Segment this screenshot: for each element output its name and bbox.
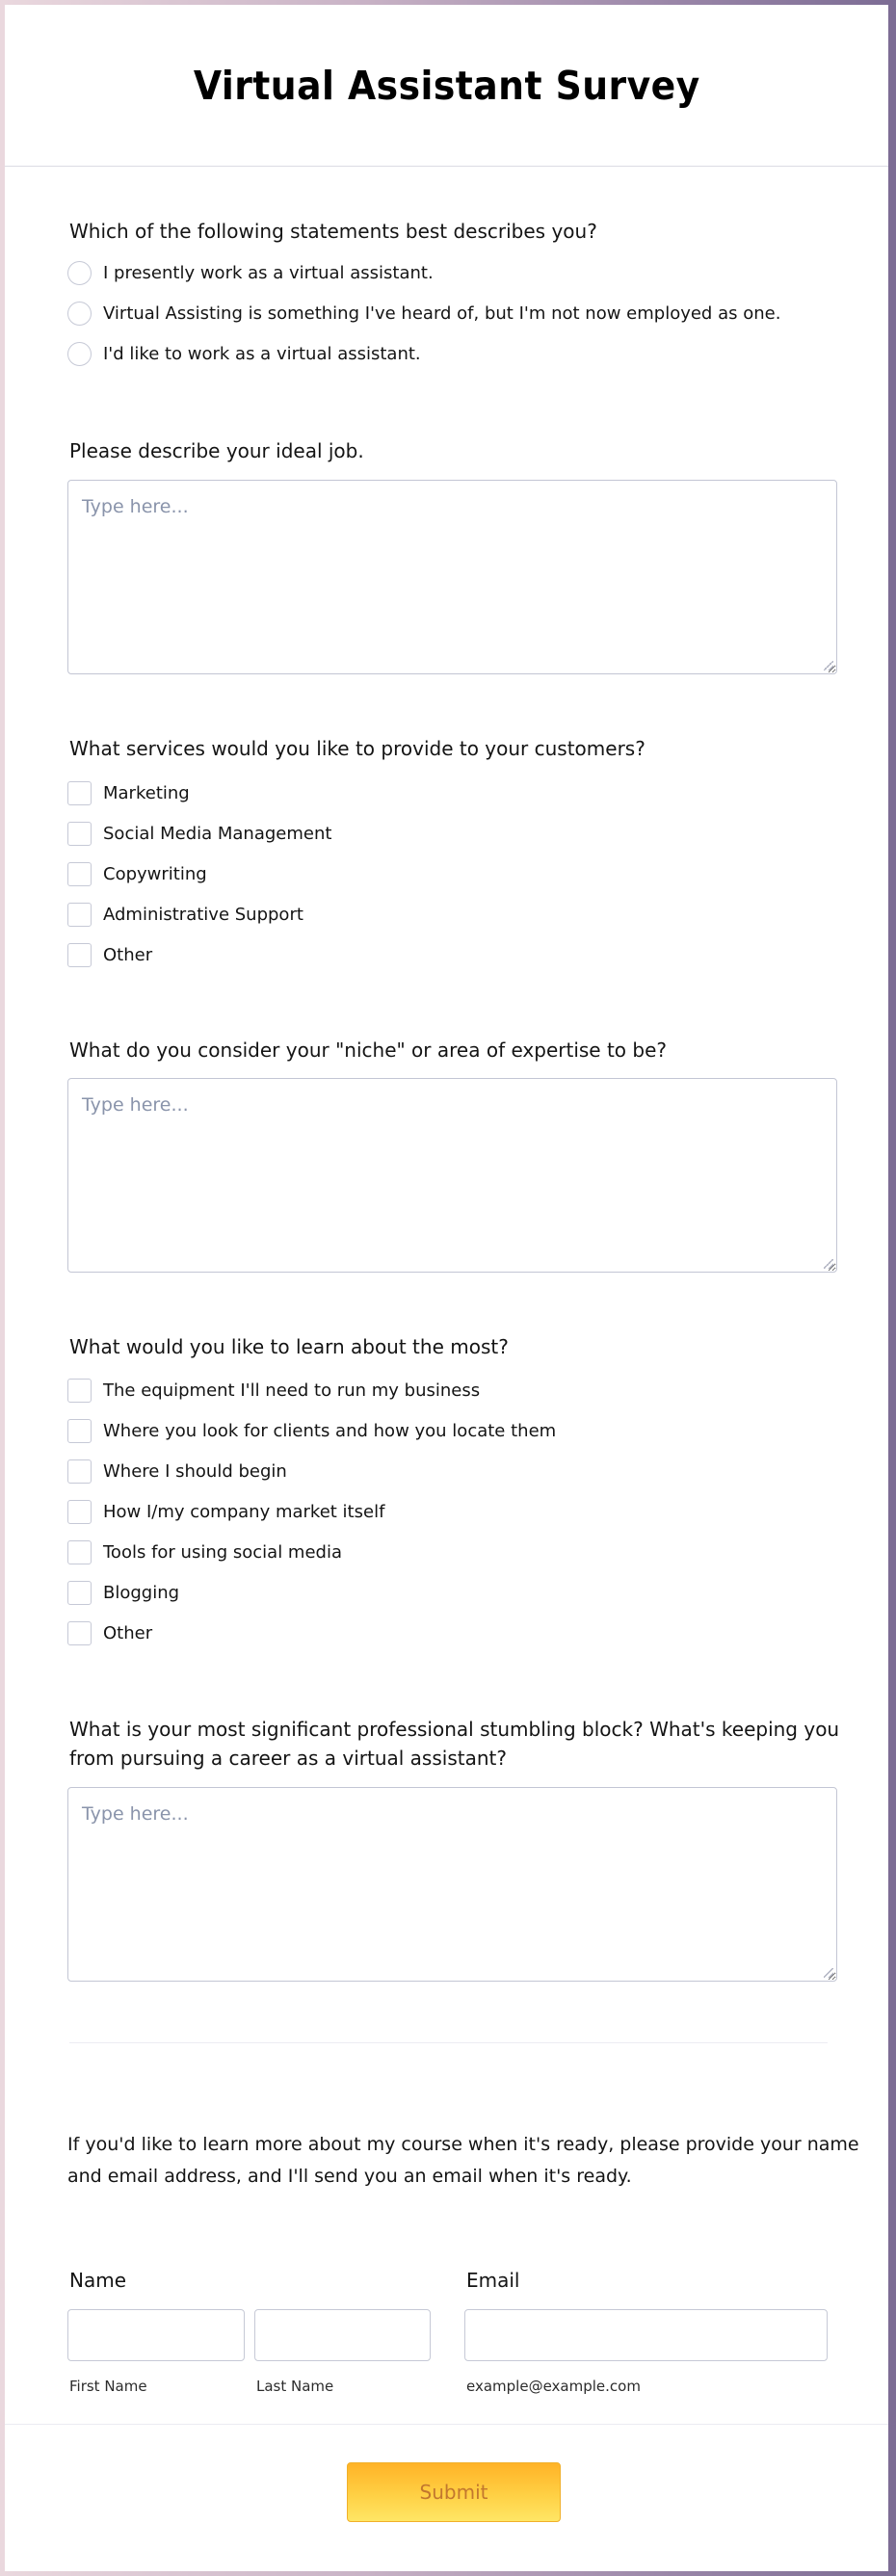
form-title: Virtual Assistant Survey [193,62,700,109]
checkbox-option-label: Other [103,1622,153,1643]
checkbox-option-label: Tools for using social media [103,1541,342,1563]
checkbox-option-label: Marketing [103,782,190,803]
stumbling-block-textarea[interactable] [67,1787,837,1982]
name-label: Name [69,2269,127,2292]
question-6-label-line2: from pursuing a career as a virtual assistant? [69,1747,507,1770]
radio-option-label: I'd like to work as a virtual assistant. [103,343,421,364]
radio-button[interactable] [67,342,92,366]
checkbox-option-label: Where I should begin [103,1460,287,1482]
checkbox-option[interactable] [67,861,207,886]
checkbox[interactable] [67,1419,92,1443]
first-name-sublabel: First Name [69,2378,147,2395]
last-name-input[interactable] [254,2309,431,2361]
checkbox[interactable] [67,1379,92,1403]
checkbox[interactable] [67,1500,92,1524]
question-2-label: Please describe your ideal job. [69,439,364,462]
checkbox-option[interactable] [67,1378,480,1403]
checkbox-option-label: Administrative Support [103,904,303,925]
checkbox-option-label: Where you look for clients and how you locate them [103,1420,557,1441]
email-sublabel: example@example.com [466,2378,641,2395]
radio-option[interactable] [67,260,434,285]
checkbox-option-label: Other [103,944,153,965]
radio-button[interactable] [67,261,92,285]
checkbox-option[interactable] [67,1499,384,1524]
question-3-label: What services would you like to provide to your customers? [69,737,646,760]
checkbox-option[interactable] [67,1580,179,1605]
radio-button[interactable] [67,302,92,326]
checkbox-option[interactable] [67,942,152,967]
ideal-job-textarea[interactable] [67,480,837,674]
radio-option[interactable] [67,301,780,326]
submit-button[interactable]: Submit [347,2462,561,2522]
checkbox-option[interactable] [67,821,331,846]
checkbox-option[interactable] [67,780,190,805]
question-5-label: What would you like to learn about the most? [69,1335,509,1358]
checkbox-option[interactable] [67,1620,152,1645]
checkbox-option[interactable] [67,1418,556,1443]
email-label: Email [466,2269,520,2292]
checkbox[interactable] [67,943,92,967]
footer-divider [5,2424,888,2425]
checkbox-option-label: Social Media Management [103,823,332,844]
question-1-label: Which of the following statements best describes you? [69,220,597,243]
checkbox[interactable] [67,862,92,886]
checkbox[interactable] [67,1581,92,1605]
checkbox[interactable] [67,1540,92,1564]
checkbox-option[interactable] [67,902,303,927]
question-6-label-line1: What is your most significant professional stumbling block? What's keeping you [69,1718,840,1741]
checkbox-option-label: Copywriting [103,863,207,884]
first-name-input[interactable] [67,2309,245,2361]
niche-textarea[interactable] [67,1078,837,1273]
checkbox-option[interactable] [67,1539,342,1564]
section-divider [69,2042,828,2043]
form-header [5,5,888,167]
checkbox-option-label: How I/my company market itself [103,1501,385,1522]
radio-option[interactable] [67,341,421,366]
radio-option-label: Virtual Assisting is something I've heard of, but I'm not now employed as one. [103,302,781,324]
email-input[interactable] [464,2309,828,2361]
checkbox[interactable] [67,822,92,846]
checkbox-option-label: Blogging [103,1582,180,1603]
checkbox-option[interactable] [67,1459,287,1484]
last-name-sublabel: Last Name [256,2378,334,2395]
radio-option-label: I presently work as a virtual assistant. [103,262,434,283]
checkbox[interactable] [67,1459,92,1484]
checkbox[interactable] [67,781,92,805]
intro-line1: If you'd like to learn more about my course when it's ready, please provide your name [67,2134,859,2155]
question-4-label: What do you consider your "niche" or area of expertise to be? [69,1038,668,1062]
checkbox-option-label: The equipment I'll need to run my business [103,1380,481,1401]
form-card [5,5,888,2571]
checkbox[interactable] [67,1621,92,1645]
checkbox[interactable] [67,903,92,927]
intro-line2: and email address, and I'll send you an email when it's ready. [67,2166,632,2187]
